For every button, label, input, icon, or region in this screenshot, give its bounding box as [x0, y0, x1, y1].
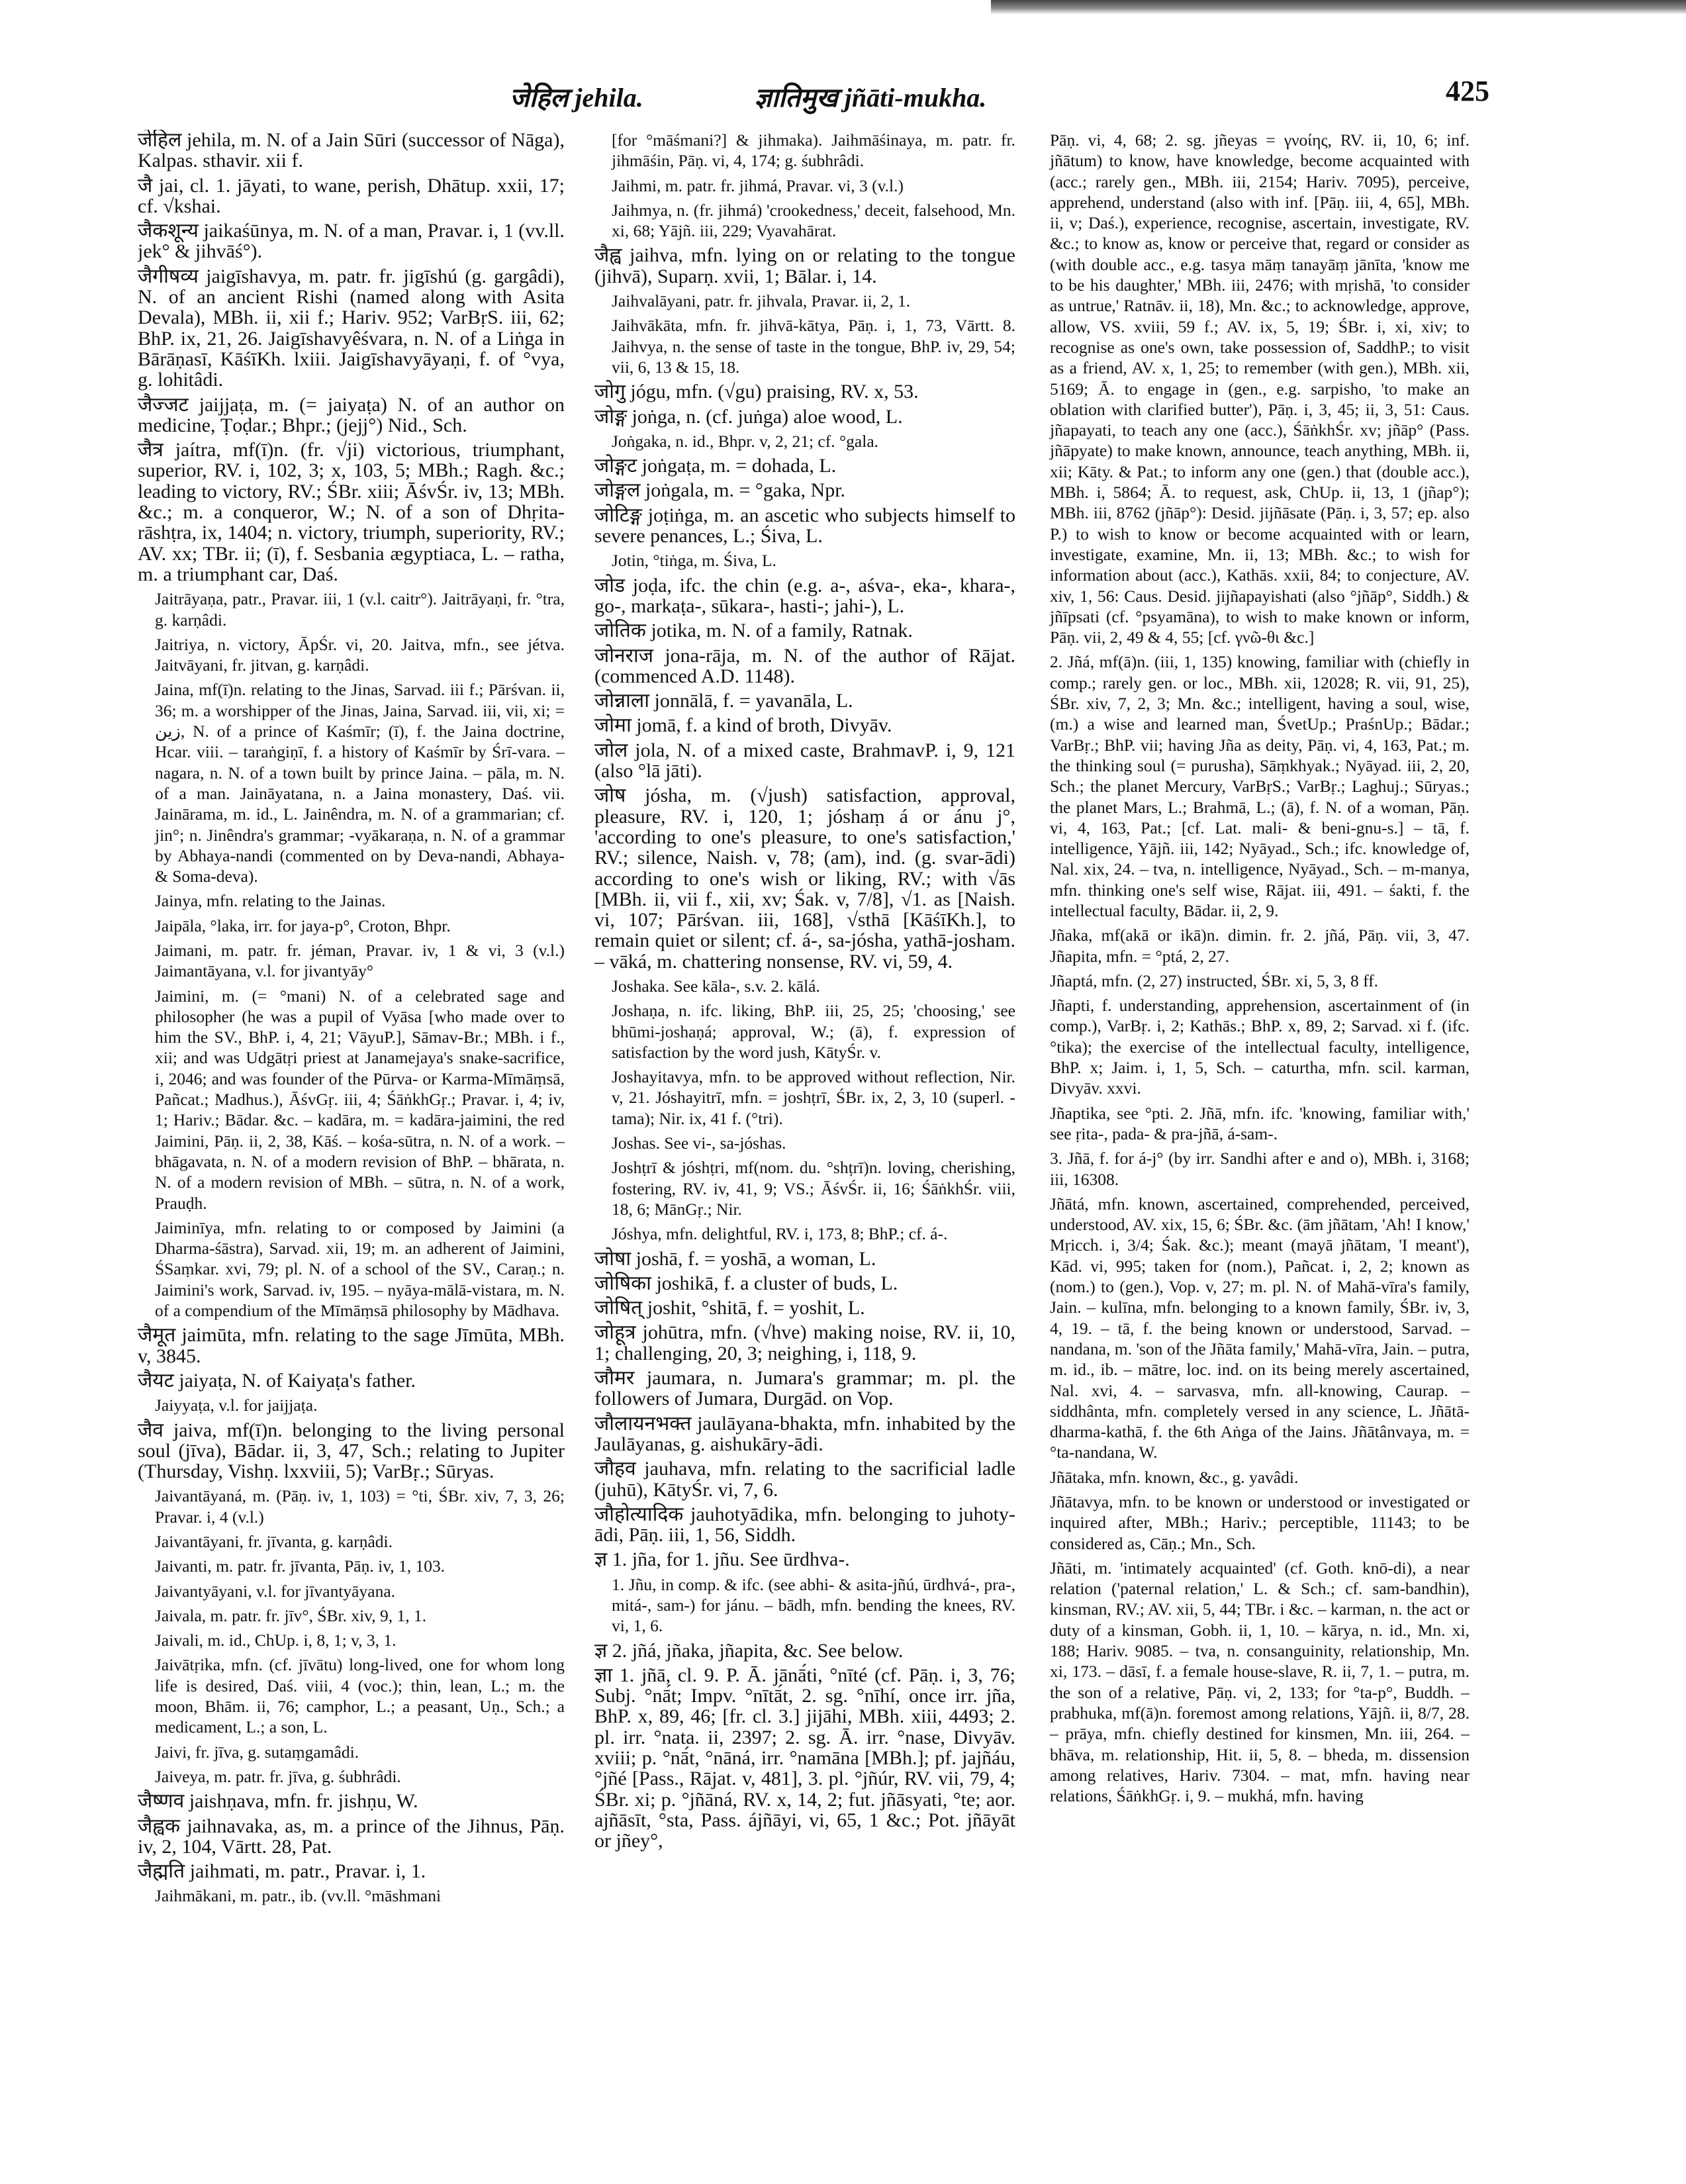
dictionary-headword-entry: जौलायनभक्त jaulāyana-bhakta, mfn. inhabited by the Jaulāyanas, g. aishukāry-ādi.: [594, 1412, 1015, 1455]
dictionary-headword-entry: जोगु jógu, mfn. (√gu) praising, RV. x, 53.: [594, 381, 919, 403]
dictionary-subentry: Pāṇ. vi, 4, 68; 2. sg. jñeyas = γνοίης, RV. ii, 10, 6; inf. jñātum) to know, have knowledge, become acquainted with (acc.; rarely gen., MBh. iii, 2154; Hariv. 7095), perceive, apprehend, understand (also with inf. [Pāṇ. iii, 4, 65], MBh. ii, v; Daś.), experience, recognise, ascertain, investigate, RV. &c.; to know as, know or perceive that, regard or consider as (with double acc., e.g. tasya māṃ tanayāṃ jānīta, 'know me to be his daughter,' MBh. iii, 2476; with mṛishā, 'to consider as untrue,' Ratnāv. ii, 18), Mn. &c.; to acknowledge, approve, allow, VS. xviii, 59 f.; AV. ix, 5, 19; ŚBr. i, xi, xiv; to recognise as one's own, take possession of, SaddhP.; to visit as a friend, AV. x, 1, 25; to remember (with gen.), MBh. xii, 5169; Ā. to engage in (gen., e.g. sarpisho, 'to make an oblation with clarified butter'), Pāṇ. i, 3, 45; ii, 3, 51: Caus. jñapayati, to teach any one (acc.), ŚāṅkhŚr. xv; jñāp° (Pass. jñāpyate) to make known, announce, teach anything, MBh. ii, xii; Kāty. & Pat.; to inform any one (gen.) that (double acc.), MBh. i, 5864; Ā. to request, ask, ChUp. ii, 13, 1 (jñap°); MBh. iii, 8762 (jñāp°): Desid. jijñāsate (Pāṇ. i, 3, 57; ep. also P.) to wish to know or become acquainted with or learn, investigate, examine, Mn. ii, 13; MBh. &c.; to wish for information about (acc.), Kathās. xxii, 84; to conjecture, AV. xiv, 1, 56: Caus. Desid. jijñapayishati (also °jñāp°, Siddh.) & jñīpsati (cf. °psyamāna), to wish to make known or inform, Pāṇ. vii, 2, 49 & 4, 55; [cf. γνῶ-θι &c.]: [1050, 130, 1470, 647]
dictionary-headword-entry: जैह्वक jaihnavaka, as, m. a prince of the Jihnus, Pāṇ. iv, 2, 104, Vārtt. 28, Pat.: [138, 1815, 565, 1858]
dictionary-headword-entry: जौहोत्यादिक jauhotyādika, mfn. belonging to juhoty-ādi, Pāṇ. iii, 1, 56, Siddh.: [594, 1503, 1015, 1546]
dictionary-headword-entry: जौहव jauhava, mfn. relating to the sacrificial ladle (juhū), KātyŚr. vi, 7, 6.: [594, 1458, 1015, 1501]
dictionary-subentry: Jaihmākani, m. patr., ib. (vv.ll. °māshmani: [155, 1886, 442, 1906]
dictionary-headword-entry: जोषिका joshikā, f. a cluster of buds, L.: [594, 1272, 898, 1294]
dictionary-subentry: Joshṭrī & jóshṭri, mf(nom. du. °shṭrī)n. loving, cherishing, fostering, RV. iv, 41, 9; VS.; ĀśvŚr. ii, 16; ŚāṅkhŚr. viii, 18, 6; MānGṛ.; Nir.: [612, 1158, 1015, 1219]
dictionary-headword-entry: जोटिङ्ग joṭiṅga, m. an ascetic who subjects himself to severe penances, L.; Śiva, L.: [594, 504, 1015, 547]
dictionary-subentry: Jaivantyāyani, v.l. for jīvantyāyana.: [155, 1581, 396, 1601]
dictionary-headword-entry: जैज्जट jaijjaṭa, m. (= jaiyaṭa) N. of an author on medicine, Ṭoḍar.; Bhpr.; (jejj°) Nid., Sch.: [138, 393, 565, 436]
dictionary-headword-entry: जौमर jaumara, n. Jumara's grammar; m. pl. the followers of Jumara, Durgād. on Vop.: [594, 1367, 1015, 1410]
column-1: [138, 130, 565, 2149]
dictionary-subentry: 1. Jñu, in comp. & ifc. (see abhi- & asita-jñú, ūrdhvá-, pra-, mitá-, sam-) for jánu. – bādh, mfn. bending the knees, RV. vi, 1, 6.: [612, 1574, 1015, 1636]
dictionary-headword-entry: जेहिल jehila, m. N. of a Jain Sūri (successor of Nāga), Kalpas. sthavir. xii f.: [138, 130, 565, 172]
dictionary-headword-entry: जोड joḍa, ifc. the chin (e.g. a-, aśva-, eka-, khara-, go-, markaṭa-, sūkara-, hasti-; jahi-), L.: [594, 574, 1015, 617]
dictionary-headword-entry: ज्ञा 1. jñā, cl. 9. P. Ā. jānā́ti, °nīté (cf. Pāṇ. i, 3, 76; Subj. °nā́t; Impv. °nītā́t, 2. sg. °nīhí, once irr. jña, BhP. x, 89, 46; [fr. cl. 3.] jijāhi, MBh. xiii, 4493; 2. pl. irr. °nata. ii, 2397; 2. sg. Ā. irr. °nase, Divyāv. xviii; p. °nā́t, °nāná, irr. °namāna [MBh.]; pf. jajñáu, °jñé [Pass., Rājat. v, 481], 3. pl. °jñúr, RV. vii, 79, 4; ŚBr. xi; p. °jñāná, RV. x, 14, 2; fut. jñāsyati, °te; aor. ajñāsīt, °sta, Pass. ájñāyi, vi, 65, 1 &c.; Pot. jñāyāt or jñey°,: [594, 1664, 1015, 1852]
dictionary-headword-entry: जैह्व jaihva, mfn. lying on or relating to the tongue (jihvā), Suparṇ. xvii, 1; Bālar. i, 14.: [594, 244, 1015, 287]
header-right-guideword: ज्ञातिमुख jñāti-mukha.: [755, 83, 987, 113]
dictionary-subentry: Jaivala, m. patr. fr. jīv°, ŚBr. xiv, 9, 1, 1.: [155, 1605, 427, 1625]
dictionary-subentry: Jaiminīya, mfn. relating to or composed by Jaimini (a Dharma-śāstra), Sarvad. xii, 19; m. an adherent of Jaimini, ŚSaṃkar. xvi, 79; pl. N. of a school of the SV., Caraṇ.; n. Jaimini's work, Sarvad. iv, 195. – nyāya-mālā-vistara, m. N. of a compendium of the Mīmāṃsā philosophy by Mādhava.: [155, 1217, 565, 1321]
dictionary-headword-entry: जैत्र jaítra, mf(ī)n. (fr. √ji) victorious, triumphant, superior, RV. i, 102, 3; x, 103, 5; MBh.; Ragh. &c.; leading to victory, RV.; ŚBr. xiii; ĀśvŚr. iv, 13; MBh. &c.; m. a conqueror, W.; N. of a son of Dhṛita-rāshṭra, ix, 1404; n. victory, triumph, superiority, RV.; AV. xx; TBr. ii; (ī), f. Sesbania ægyptiaca, L. – ratha, m. a triumphant car, Daś.: [138, 439, 565, 585]
dictionary-headword-entry: जोषित् joshit, °shitā, f. = yoshit, L.: [594, 1297, 865, 1319]
dictionary-headword-entry: जोङ्गल joṅgala, m. = °gaka, Npr.: [594, 479, 846, 502]
dictionary-subentry: Jaivantāyani, fr. jīvanta, g. karṇâdi.: [155, 1532, 393, 1551]
dictionary-subentry: Jaihmya, n. (fr. jihmá) 'crookedness,' deceit, falsehood, Mn. xi, 68; Yājñ. iii, 229; Vyavahārat.: [612, 200, 1015, 241]
dictionary-subentry: Joshaṇa, n. ifc. liking, BhP. iii, 25, 25; 'choosing,' see bhūmi-joshaṇá; approval, W.; (ā), f. expression of satisfaction by the word jush, KātyŚr. v.: [612, 1001, 1015, 1062]
dictionary-headword-entry: जैह्मति jaihmati, m. patr., Pravar. i, 1.: [138, 1860, 426, 1883]
dictionary-subentry: Jñaptika, see °pti. 2. Jñā, mfn. ifc. 'knowing, familiar with,' see ṛita-, pada- & pra-jñā, á-sam-.: [1050, 1103, 1470, 1143]
dictionary-subentry: [for °māśmani?] & jihmaka). Jaihmāśinaya, m. patr. fr. jihmāśin, Pāṇ. vi, 4, 174; g. śubhrâdi.: [612, 130, 1015, 171]
scan-shadow: [991, 0, 1686, 15]
dictionary-subentry: Jñātavya, mfn. to be known or understood or investigated or inquired after, MBh.; Hariv.; perceptible, 11143; to be considered as, Cāṇ.; Mn., Sch.: [1050, 1492, 1470, 1553]
dictionary-subentry: Jainya, mfn. relating to the Jainas.: [155, 891, 386, 911]
dictionary-subentry: Jñaka, mf(akā or ikā)n. dimin. fr. 2. jñá, Pāṇ. vii, 3, 47. Jñapita, mfn. = °ptá, 2, 27.: [1050, 926, 1470, 966]
header-left-guideword: जेहिल jehila.: [510, 83, 643, 113]
dictionary-headword-entry: जैगीषव्य jaigīshavya, m. patr. fr. jigīshú (g. gargâdi), N. of an ancient Rishi (named along with Asita Devala), MBh. ii, xii f.; Hariv. 952; VarBṛS. iii, 62; BhP. ix, 21, 26. Jaigīshavyêśvara, n. N. of a Liṅga in Bārāṇasī, KāśīKh. lxiii. Jaigīshavyāyaṇi, f. of °vya, g. lohitâdi.: [138, 265, 565, 391]
dictionary-subentry: Joshayitavya, mfn. to be approved without reflection, Nir. v, 21. Jóshayitrī, mfn. = joshṭrī, ŚBr. ix, 2, 3, 10 (superl. -tama); Nir. ix, 41 f. (°tri).: [612, 1067, 1015, 1128]
dictionary-subentry: Jaivantāyaná, m. (Pāṇ. iv, 1, 103) = °ti, ŚBr. xiv, 7, 3, 26; Pravar. i, 4 (v.l.): [155, 1486, 565, 1527]
dictionary-headword-entry: जोष jósha, m. (√jush) satisfaction, approval, pleasure, RV. i, 120, 1; jóshaṃ á or ánu j°, 'according to one's pleasure, to one's satisfaction,' RV.; silence, Naish. v, 78; (am), ind. (g. svar-ādi) according to one's wish or liking, RV.; with √ās [MBh. ii, vii f., xii, xv; Śak. v, 7/8], √1. as [Naish. vi, 107; Pārśvan. iii, 168], √sthā [KāśīKh.], to remain quiet or silent; cf. á-, sa-jósha, yathā-josham. – vāká, m. chattering nonsense, RV. vi, 59, 4.: [594, 784, 1015, 973]
dictionary-headword-entry: जोङ्गट joṅgaṭa, m. = dohada, L.: [594, 455, 837, 477]
dictionary-subentry: Joshas. See vi-, sa-jóshas.: [612, 1133, 786, 1153]
dictionary-subentry: Jaihmi, m. patr. fr. jihmá, Pravar. vi, 3 (v.l.): [612, 175, 904, 195]
page-header: [132, 75, 1489, 124]
dictionary-subentry: Jaina, mf(ī)n. relating to the Jinas, Sarvad. iii f.; Pārśvan. ii, 36; m. a worshipper of the Jinas, Jaina, Sarvad. iii, vii, xi; = زين, N. of a prince of Kaśmīr; (ī), f. the Jaina doctrine, Hcar. viii. – taraṅgiṇī, f. a history of Kaśmīr by Śrī-vara. – nagara, n. N. of a town built by prince Jaina. – pāla, m. N. of a man. Jaināyatana, n. a Jaina monastery, Daś. vii. Jainārama, m. id., L. Jainêndra, m. N. of a grammarian; cf. jin°; n. Jinêndra's grammar; -vyākaraṇa, n. N. of a grammar by Abhaya-nandi (commented on by Deva-nandi, Abhaya- & Soma-deva).: [155, 680, 565, 886]
dictionary-subentry: Jaimani, m. patr. fr. jéman, Pravar. iv, 1 & vi, 3 (v.l.) Jaimantāyana, v.l. for jivantyāy°: [155, 940, 565, 981]
dictionary-subentry: Jaiyyaṭa, v.l. for jaijjaṭa.: [155, 1396, 318, 1415]
dictionary-subentry: Joshaka. See kāla-, s.v. 2. kālá.: [612, 976, 820, 996]
dictionary-headword-entry: जोतिक jotika, m. N. of a family, Ratnak.: [594, 620, 913, 642]
column-2: [594, 130, 1015, 2149]
dictionary-headword-entry: जोषा joshā, f. = yoshā, a woman, L.: [594, 1247, 876, 1270]
dictionary-subentry: Jaivanti, m. patr. fr. jīvanta, Pāṇ. iv, 1, 103.: [155, 1556, 445, 1576]
dictionary-subentry: 3. Jñā, f. for á-j° (by irr. Sandhi after e and o), MBh. i, 3168; iii, 16308.: [1050, 1149, 1470, 1189]
column-3: [1033, 130, 1470, 2149]
dictionary-headword-entry: जैष्णव jaishṇava, mfn. fr. jishṇu, W.: [138, 1790, 418, 1813]
page-number: 425: [1446, 75, 1489, 107]
dictionary-subentry: Jaipāla, °laka, irr. for jaya-p°, Croton, Bhpr.: [155, 916, 451, 935]
dictionary-subentry: Jaivali, m. id., ChUp. i, 8, 1; v, 3, 1.: [155, 1631, 397, 1650]
dictionary-headword-entry: जैव jaiva, mf(ī)n. belonging to the living personal soul (jīva), Bādar. ii, 3, 47, Sch.; relating to Jupiter (Thursday, Vishṇ. lxxviii, 5); VarBṛ.; Sūryas.: [138, 1419, 565, 1483]
dictionary-headword-entry: जैयट jaiyaṭa, N. of Kaiyaṭa's father.: [138, 1369, 416, 1392]
dictionary-subentry: Jñaptá, mfn. (2, 27) instructed, ŚBr. xi, 5, 3, 8 ff.: [1050, 971, 1379, 990]
dictionary-headword-entry: ज्ञ 1. jña, for 1. jñu. See ūrdhva-.: [594, 1548, 850, 1571]
dictionary-headword-entry: जोनराज jona-rāja, m. N. of the author of Rājat. (commenced A.D. 1148).: [594, 644, 1015, 687]
dictionary-subentry: Jñātá, mfn. known, ascertained, comprehended, perceived, understood, AV. xix, 15, 6; ŚBr. &c. (ām jñātam, 'Ah! I know,' Mṛicch. i, 3/4; Śak. &c.); meant (mayā jñātam, 'I meant'), Kād. vi, 995; taken for (nom.), Pañcat. i, 2, 2; known as (nom.) to (gen.), Vop. v, 27; m. pl. N. of Mahā-vīra's family, Jain. – kulīna, mfn. belonging to a known family, ŚBr. iv, 3, 4, 19. – tā, f. the being known or understood, Sarvad. – nandana, m. 'son of the Jñāta family,' Mahā-vīra, Jain. – putra, m. id., ib. – mātre, loc. ind. on its being merely ascertained, Nal. xvi, 4. – sarvasva, mfn. all-knowing, Caurap. – siddhânta, mfn. completely versed in any science, L. Jñātā-dharma-kathā, f. the 6th Aṅga of the Jains. Jñātânvaya, m. = °ta-nandana, W.: [1050, 1194, 1470, 1462]
dictionary-subentry: Jaihvalāyani, patr. fr. jihvala, Pravar. ii, 2, 1.: [612, 291, 911, 311]
dictionary-subentry: Jaihvākāta, mfn. fr. jihvā-kātya, Pāṇ. i, 1, 73, Vārtt. 8. Jaihvya, n. the sense of taste in the tongue, BhP. iv, 29, 54; vii, 6, 13 & 15, 18.: [612, 316, 1015, 377]
dictionary-subentry: Jotin, °tiṅga, m. Śiva, L.: [612, 551, 776, 571]
dictionary-headword-entry: जोल jola, N. of a mixed caste, BrahmavP. i, 9, 121 (also °lā jāti).: [594, 739, 1015, 783]
dictionary-subentry: Joṅgaka, n. id., Bhpr. v, 2, 21; cf. °gala.: [612, 431, 879, 451]
dictionary-subentry: Jaivi, fr. jīva, g. sutaṃgamâdi.: [155, 1742, 359, 1762]
dictionary-headword-entry: जै jai, cl. 1. jāyati, to wane, perish, Dhātup. xxii, 17; cf. √kshai.: [138, 174, 565, 217]
dictionary-subentry: 2. Jñá, mf(ā)n. (iii, 1, 135) knowing, familiar with (chiefly in comp.; rarely gen. or loc., MBh. xii, 12028; R. vii, 91, 25), ŚBr. xiv, 7, 2, 3; Mn. &c.; intelligent, having a soul, wise, (m.) a wise and learned man, ŚvetUp.; PraśnUp.; Bādar.; VarBṛ.; BhP. vii; having Jña as deity, Pāṇ. vi, 4, 163, Pat.; m. the thinking soul (= purusha), Sāṃkhyak.; Nyāyad. iii, 2, 20, Sch.; the planet Mercury, VarBṛS.; VarBṛ.; Laghuj.; Sūryas.; the planet Mars, L.; Brahmā, L.; (ā), f. N. of a woman, Pāṇ. vi, 4, 163, Pat.; [cf. Lat. mali- & beni-gnu-s.] – tā, f. intelligence, Yājñ. iii, 142; Nyāyad., Sch.; ifc. knowledge of, Nal. xix, 24. – tva, n. intelligence, Nyāyad., Sch. – m-manya, mfn. thinking one's self wise, Rājat. iii, 491. – śakti, f. the intellectual faculty, Bādar. ii, 2, 9.: [1050, 652, 1470, 920]
dictionary-headword-entry: जोमा jomā, f. a kind of broth, Divyāv.: [594, 714, 892, 737]
dictionary-subentry: Jaimini, m. (= °mani) N. of a celebrated sage and philosopher (he was a pupil of Vyāsa [who made over to him the SV., BhP. i, 4, 21; VāyuP.], Sāmav-Br.; MBh. i f., xii; and was Udgātṛi priest at Janamejaya's snake-sacrifice, i, 2046; and was founder of the Pūrva- or Karma-Mīmāṃsā, Pañcat.; Madhus.), ĀśvGṛ. iii, 4; ŚāṅkhGṛ.; Pravar. i, 4; iv, 1; Hariv.; Bādar. &c. – kadāra, m. = kadāra-jaimini, the red Jaimini, Pāṇ. ii, 2, 38, Kāś. – kośa-sūtra, n. N. of a work. – bhāgavata, n. N. of a modern revision of BhP. – bhārata, n. N. of a modern revision of MBh. – sūtra, n. N. of a work, Prauḍh.: [155, 986, 565, 1213]
dictionary-headword-entry: जैकशून्य jaikaśūnya, m. N. of a man, Pravar. i, 1 (vv.ll. jek° & jihvāś°).: [138, 220, 565, 263]
dictionary-subentry: Jaivātṛika, mfn. (cf. jīvātu) long-lived, one for whom long life is desired, Daś. viii, 4 (voc.); thin, lean, L.; m. the moon, Bhām. ii, 76; camphor, L.; a peasant, Uṇ., Sch.; a medicament, L.; a son, L.: [155, 1655, 565, 1737]
dictionary-headword-entry: जैमूत jaimūta, mfn. relating to the sage Jīmūta, MBh. v, 3845.: [138, 1324, 565, 1367]
dictionary-headword-entry: जोहूत्र johūtra, mfn. (√hve) making noise, RV. ii, 10, 1; challenging, 20, 3; neighing, i, 118, 9.: [594, 1321, 1015, 1364]
dictionary-subentry: Jñātaka, mfn. known, &c., g. yavâdi.: [1050, 1467, 1299, 1487]
dictionary-subentry: Jóshya, mfn. delightful, RV. i, 173, 8; BhP.; cf. á-.: [612, 1224, 948, 1244]
dictionary-subentry: Jaitriya, n. victory, ĀpŚr. vi, 20. Jaitva, mfn., see jétva. Jaitvāyani, fr. jitvan, g. karṇâdi.: [155, 634, 565, 675]
dictionary-subentry: Jaiveya, m. patr. fr. jīva, g. śubhrâdi.: [155, 1766, 401, 1786]
dictionary-subentry: Jaitrāyaṇa, patr., Pravar. iii, 1 (v.l. caitr°). Jaitrāyaṇi, fr. °tra, g. karṇâdi.: [155, 589, 565, 630]
dictionary-subentry: Jñapti, f. understanding, apprehension, ascertainment of (in comp.), VarBṛ. i, 2; Kathās.; BhP. x, 89, 2; Sarvad. xi f. (ifc. °tika); the exercise of the intellectual faculty, intelligence, BhP. x; Jaim. i, 1, 5, Sch. – caturtha, mfn. scil. karman, Divyāv. xxvi.: [1050, 996, 1470, 1098]
dictionary-headword-entry: जोङ्ग joṅga, n. (cf. juṅga) aloe wood, L.: [594, 405, 903, 428]
dictionary-headword-entry: जोन्नाला jonnālā, f. = yavanāla, L.: [594, 690, 853, 712]
dictionary-headword-entry: ज्ञ 2. jñá, jñaka, jñapita, &c. See below.: [594, 1639, 904, 1662]
dictionary-subentry: Jñāti, m. 'intimately acquainted' (cf. Goth. knō-di), a near relation ('paternal relation,' L. & Sch.; cf. sam-bandhin), kinsman, RV.; AV. xii, 5, 44; TBr. i &c. – karman, n. the act or duty of a kinsman, Gobh. ii, 1, 10. – kārya, n. id., Mn. xi, 188; Hariv. 9085. – tva, n. consanguinity, relationship, Mn. xi, 173. – dāsī, f. a female house-slave, R. ii, 7, 1. – putra, m. the son of a relative, Pāṇ. vi, 2, 133; for °ta-p°, Buddh. – prabhuka, mf(ā)n. foremost among relations, Yājñ. ii, 8/7, 28. – prāya, mfn. chiefly destined for kinsmen, Mn. iii, 264. – bhāva, m. relationship, Hit. ii, 5, 8. – bheda, m. dissension among relatives, Hariv. 7304. – mat, mfn. having near relations, ŚāṅkhGṛ. i, 9. – mukhá, mfn. having: [1050, 1558, 1470, 1806]
